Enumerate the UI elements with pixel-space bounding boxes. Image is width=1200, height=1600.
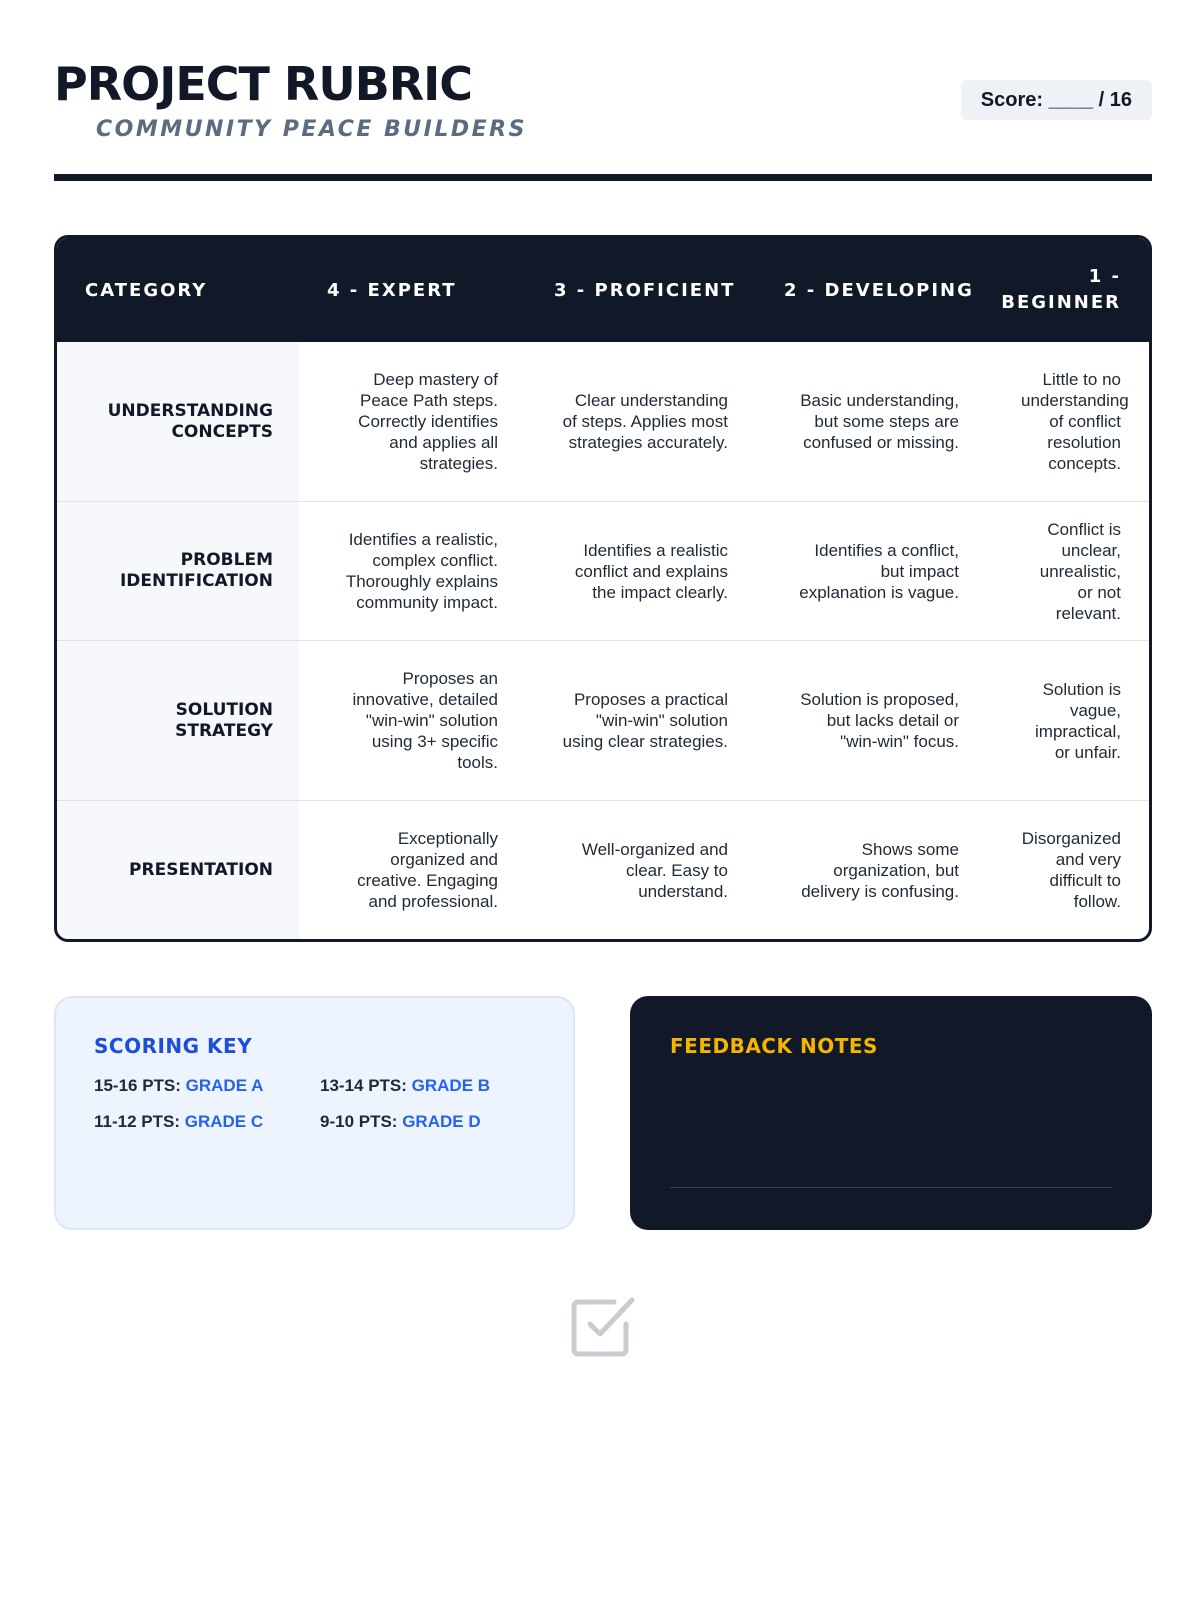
- grade-range: 15-16 PTS:: [94, 1076, 186, 1095]
- grade-item: [94, 1112, 320, 1132]
- category-cell: SOLUTION STRATEGY: [57, 641, 299, 801]
- page-subtitle: COMMUNITY PEACE BUILDERS: [96, 117, 527, 142]
- developing-cell: Solution is proposed, but lacks detail or "win-win" focus.: [756, 641, 987, 801]
- grade-list: [94, 1076, 535, 1132]
- header-divider: [54, 174, 1152, 181]
- category-cell: UNDERSTANDING CONCEPTS: [57, 342, 299, 502]
- table-row: [57, 502, 1149, 641]
- proficient-cell: Clear understanding of steps. Applies most strategies accurately.: [562, 391, 728, 452]
- proficient-cell: Identifies a realistic conflict and explains the impact clearly.: [526, 502, 756, 641]
- column-header-developing: 2 - DEVELOPING: [756, 238, 987, 342]
- grade-range: 11-12 PTS:: [94, 1112, 185, 1131]
- proficient-cell: Well-organized and clear. Easy to understand.: [526, 801, 756, 940]
- column-header-proficient: 3 - PROFICIENT: [526, 238, 756, 342]
- checkbox-checked-icon: [568, 1290, 640, 1362]
- grade-letter: GRADE D: [402, 1112, 481, 1131]
- grade-range: 13-14 PTS:: [320, 1076, 412, 1095]
- grade-letter: GRADE B: [411, 1076, 491, 1095]
- page-title: PROJECT RUBRIC: [54, 57, 473, 111]
- header: [54, 56, 1152, 186]
- expert-cell: Deep mastery of Peace Path steps. Correctly identifies and applies all strategies.: [358, 370, 498, 473]
- category-cell: PRESENTATION: [57, 801, 299, 940]
- scoring-key-panel: [54, 996, 575, 1230]
- developing-cell: Shows some organization, but delivery is confusing.: [756, 801, 987, 940]
- table-row: [57, 641, 1149, 801]
- beginner-cell: Solution is vague, impractical, or unfair.: [987, 641, 1149, 801]
- scoring-key-title: SCORING KEY: [94, 1034, 253, 1058]
- grade-item: [320, 1112, 520, 1132]
- beginner-cell: Disorganized and very difficult to follow.: [987, 801, 1149, 940]
- rubric-table: [54, 235, 1152, 942]
- column-header-category: CATEGORY: [57, 238, 299, 342]
- feedback-notes-title: FEEDBACK NOTES: [670, 1034, 878, 1058]
- score-box: Score: ____ / 16: [961, 80, 1152, 120]
- rubric-header-row: [57, 238, 1149, 342]
- column-header-beginner: 1 - BEGINNER: [987, 238, 1149, 342]
- beginner-cell: Little to no understanding of conflict resolution concepts.: [1021, 370, 1129, 473]
- beginner-cell: Conflict is unclear, unrealistic, or not relevant.: [987, 502, 1149, 641]
- proficient-cell: Proposes a practical "win-win" solution using clear strategies.: [526, 641, 756, 801]
- column-header-expert: 4 - EXPERT: [299, 238, 526, 342]
- grade-letter: GRADE C: [184, 1112, 264, 1131]
- grade-letter: GRADE A: [185, 1076, 264, 1095]
- feedback-writing-line: [670, 1187, 1112, 1188]
- feedback-notes-panel: [630, 996, 1152, 1230]
- grade-item: [94, 1076, 320, 1096]
- expert-cell: Exceptionally organized and creative. Engaging and professional.: [299, 801, 526, 940]
- developing-cell: Identifies a conflict, but impact explanation is vague.: [756, 502, 987, 641]
- grade-range: 9-10 PTS:: [320, 1112, 403, 1131]
- expert-cell: Identifies a realistic, complex conflict. Thoroughly explains community impact.: [299, 502, 526, 641]
- title-block: [54, 56, 527, 144]
- developing-cell: Basic understanding, but some steps are confused or missing.: [800, 391, 959, 452]
- grade-item: [320, 1076, 520, 1096]
- expert-cell: Proposes an innovative, detailed "win-win" solution using 3+ specific tools.: [299, 641, 526, 801]
- category-cell: PROBLEM IDENTIFICATION: [57, 502, 299, 641]
- table-row: [57, 801, 1149, 940]
- table-row: [57, 342, 1149, 502]
